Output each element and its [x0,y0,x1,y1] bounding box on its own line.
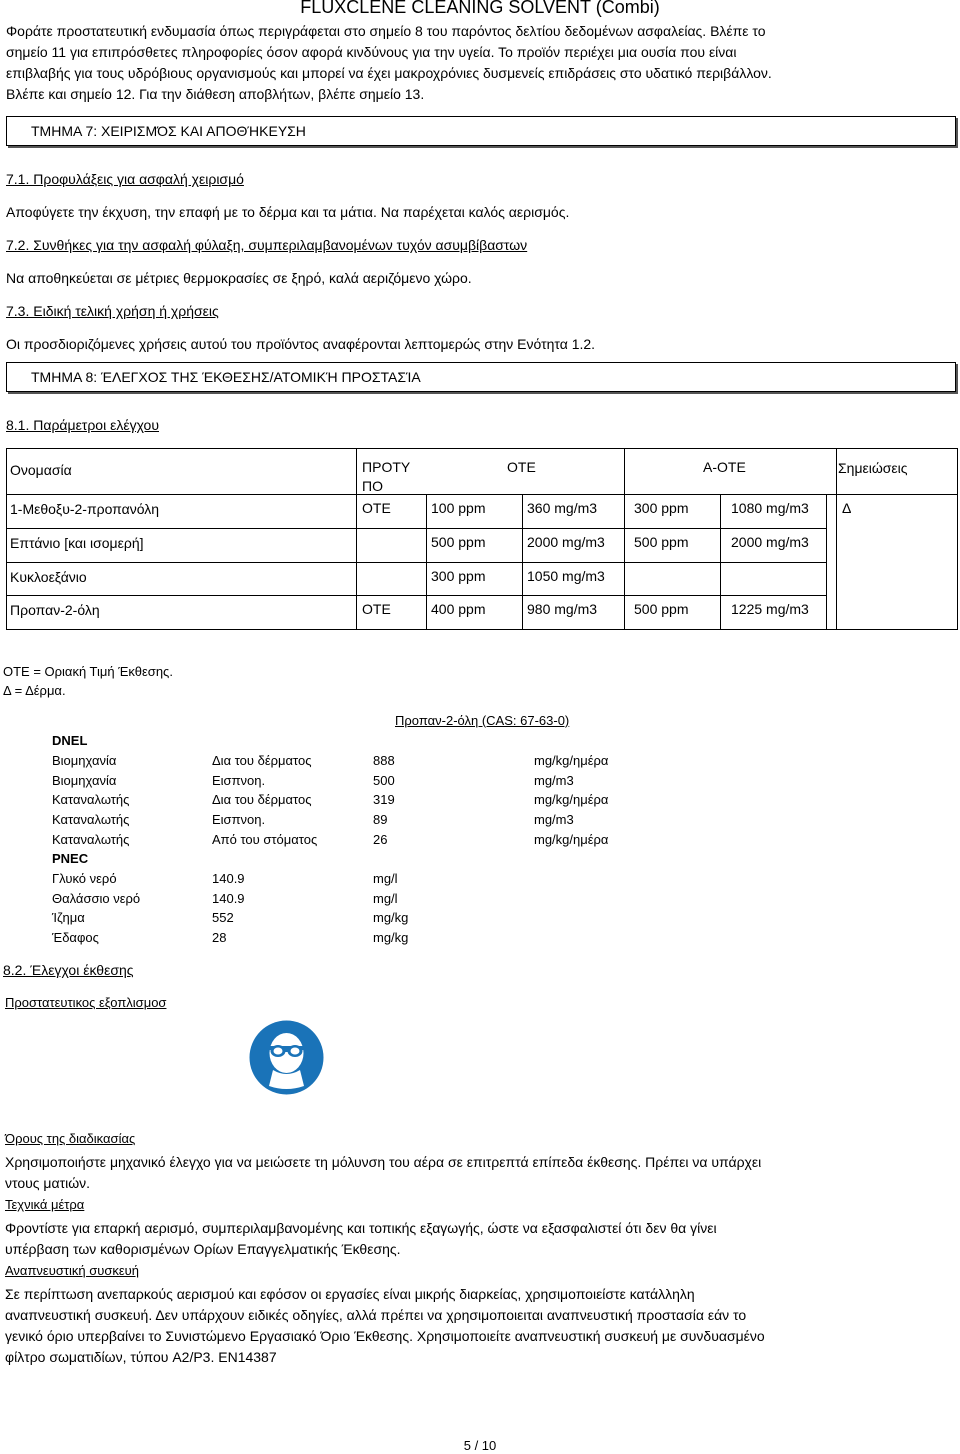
oel-row-ote-ppm: 400 ppm [431,601,486,617]
oel-row-name: Προπαν-2-όλη [10,602,100,618]
dnel-unit: mg/kg/ημέρα [534,792,609,807]
dnel-route: Δια του δέρματος [212,753,312,768]
pnec-value: 140.9 [212,871,245,886]
dnel-group: Βιομηχανία [52,753,117,768]
oel-row-aote-ppm: 500 ppm [634,534,689,550]
pnec-unit: mg/l [373,871,398,886]
oel-row-ote-mg: 980 mg/m3 [527,601,598,617]
oel-row-ote-ppm: 500 ppm [431,534,486,550]
pnec-value: 140.9 [212,891,245,906]
dnel-value: 500 [373,773,395,788]
pnec-medium: Έδαφος [52,930,99,945]
oel-row-ote-mg: 1050 mg/m3 [527,568,605,584]
dnel-substance-heading: Προπαν-2-όλη (CAS: 67-63-0) [395,713,570,728]
intro-line: επιβλαβής για τους υδρόβιους οργανισμούς και μπορεί να έχει μακροχρόνιες δυσμενείς επιδράσεις στο υδατικό περιβάλλον. [6,65,772,81]
respiratory-heading: Αναπνευστική συσκευή [5,1263,140,1278]
oel-row-ote-mg: 2000 mg/m3 [527,534,605,550]
section-8-title: ΤΜΗΜΑ 8: ΈΛΕΓΧΟΣ ΤΗΣ ΈΚΘΕΣΗΣ/ΑΤΟΜΙΚΉ ΠΡΟΣΤΑΣΊΑ [31,369,421,385]
section-7-header [6,116,956,146]
subsection-8-1-heading: 8.1. Παράμετροι ελέγχου [6,417,159,433]
pnec-label: PNEC [52,851,89,866]
oel-header-standard-l1: ΠΡΟΤΥ [362,459,411,475]
dnel-route: Από του στόματος [212,832,318,847]
dnel-route: Εισπνοη. [212,812,266,827]
section-7-title: ΤΜΗΜΑ 7: ΧΕΙΡΙΣΜΌΣ ΚΑΙ ΑΠΟΘΉΚΕΥΣΗ [31,123,306,139]
dnel-unit: mg/m3 [534,812,574,827]
oel-row-aote-mg: 1225 mg/m3 [731,601,809,617]
dnel-label: DNEL [52,733,88,748]
technical-line: υπέρβαση των καθορισμένων Ορίων Επαγγελματικής Έκθεσης. [5,1241,401,1257]
oel-header-notes: Σημειώσεις [838,460,908,476]
dnel-route: Δια του δέρματος [212,792,312,807]
oel-header-a-ote: Α-ΟΤΕ [703,459,746,475]
protective-equipment-heading: Προστατευτικος εξοπλισμοσ [5,995,167,1010]
oel-row-aote-mg: 1080 mg/m3 [731,500,809,516]
dnel-unit: mg/kg/ημέρα [534,753,609,768]
respiratory-line: αναπνευστική συσκευή. Δεν υπάρχουν ειδικές οδηγίες, αλλά πρέπει να χρησιμοποιειται αναπνευστική προστασία εάν το [5,1307,747,1323]
section-8-header [6,362,956,392]
pnec-value: 552 [212,910,234,925]
pnec-medium: Θαλάσσιο νερό [52,891,141,906]
dnel-group: Βιομηχανία [52,773,117,788]
subsection-7-3-text: Οι προσδιοριζόμενες χρήσεις αυτού του προϊόντος αναφέρονται λεπτομερώς στην Ενότητα 1.2. [6,336,596,352]
oel-table [6,448,958,630]
dnel-value: 888 [373,753,395,768]
technical-line: Φροντίστε για επαρκή αερισμό, συμπεριλαμβανομένης και τοπικής εξαγωγής, ώστε να εξασφαλιστεί ότι δεν θα γίνει [5,1220,717,1236]
respiratory-text [5,1284,945,1368]
subsection-8-2-heading: 8.2. Έλεγχοι έκθεσης [3,962,134,978]
oel-row-standard: ΟΤΕ [362,500,391,516]
subsection-7-3-heading: 7.3. Ειδική τελική χρήση ή χρήσεις [6,303,219,319]
procedures-line: ντους ματιών. [5,1175,91,1191]
procedures-text [5,1152,945,1194]
legend-ote: ΟΤΕ = Οριακή Τιμή Έκθεσης. [3,664,173,679]
oel-row-name: Επτάνιο [και ισομερή] [10,535,144,551]
oel-row-ote-ppm: 300 ppm [431,568,486,584]
oel-row-standard: ΟΤΕ [362,601,391,617]
oel-header-ote: ΟΤΕ [507,459,536,475]
respiratory-line: φίλτρο σωματιδίων, τύπου A2/P3. EN14387 [5,1349,277,1365]
oel-header-standard-l2: ΠΟ [362,478,383,494]
subsection-7-2-text: Να αποθηκεύεται σε μέτριες θερμοκρασίες σε ξηρό, καλά αεριζόμενο χώρο. [6,270,472,286]
technical-measures-text [5,1218,945,1260]
intro-paragraph [6,21,946,105]
dnel-group: Καταναλωτής [52,812,130,827]
technical-measures-heading: Τεχνικά μέτρα [5,1197,85,1212]
respiratory-line: γενικό όριο υπερβαίνει το Συνιστώμενο Εργασιακό Όριο Έκθεσης. Χρησιμοποιείτε αναπνευστική συσκευή με συνδυασμένο [5,1328,765,1344]
intro-line: Φοράτε προστατευτική ενδυμασία όπως περιγράφεται στο σημείο 8 του παρόντος δελτίου δεδομένων ασφαλείας. Βλέπε το [6,23,766,39]
oel-row-note: Δ [842,500,852,516]
oel-header-name: Ονομασία [10,462,72,478]
pnec-medium: Ίζημα [52,910,85,925]
safety-goggles-icon [249,1020,324,1095]
oel-row-aote-ppm: 300 ppm [634,500,689,516]
legend-skin: Δ = Δέρμα. [3,683,66,698]
oel-row-ote-mg: 360 mg/m3 [527,500,598,516]
oel-row-aote-ppm: 500 ppm [634,601,689,617]
procedures-heading: Όρους της διαδικασίας [5,1131,136,1146]
page-number: 5 / 10 [463,1438,497,1453]
subsection-7-2-heading: 7.2. Συνθήκες για την ασφαλή φύλαξη, συμπεριλαμβανομένων τυχόν ασυμβίβαστων [6,237,528,253]
respiratory-line: Σε περίπτωση ανεπαρκούς αερισμού και εφόσον οι εργασίες είναι μικρής διαρκείας, χρησιμοποιείστε κατάλληλη [5,1286,695,1302]
document-title: FLUXCLENE CLEANING SOLVENT (Combi) [300,0,660,17]
pnec-unit: mg/l [373,891,398,906]
procedures-line: Χρησιμοποιήστε μηχανικό έλεγχο για να μειώσετε τη μόλυνση του αέρα σε επιτρεπτά επίπεδα έκθεσης. Πρέπει να υπάρχει [5,1154,762,1170]
oel-row-name: Κυκλοεξάνιο [10,569,87,585]
subsection-7-1-text: Αποφύγετε την έκχυση, την επαφή με το δέρμα και τα μάτια. Να παρέχεται καλός αερισμός. [6,204,570,220]
dnel-group: Καταναλωτής [52,792,130,807]
intro-line: Βλέπε και σημείο 12. Για την διάθεση αποβλήτων, βλέπε σημείο 13. [6,86,425,102]
dnel-group: Καταναλωτής [52,832,130,847]
intro-line: σημείο 11 για επιπρόσθετες πληροφορίες όσον αφορά κινδύνους για την υγεία. Το προϊόν περιέχει μια ουσία που είναι [6,44,737,60]
pnec-unit: mg/kg [373,910,409,925]
dnel-route: Εισπνοη. [212,773,266,788]
dnel-unit: mg/m3 [534,773,574,788]
dnel-value: 319 [373,792,395,807]
pnec-value: 28 [212,930,227,945]
oel-row-name: 1-Μεθοξυ-2-προπανόλη [10,501,160,517]
oel-row-aote-mg: 2000 mg/m3 [731,534,809,550]
dnel-value: 26 [373,832,388,847]
pnec-unit: mg/kg [373,930,409,945]
dnel-value: 89 [373,812,388,827]
oel-row-ote-ppm: 100 ppm [431,500,486,516]
pnec-medium: Γλυκό νερό [52,871,117,886]
dnel-unit: mg/kg/ημέρα [534,832,609,847]
subsection-7-1-heading: 7.1. Προφυλάξεις για ασφαλή χειρισμό [6,171,244,187]
